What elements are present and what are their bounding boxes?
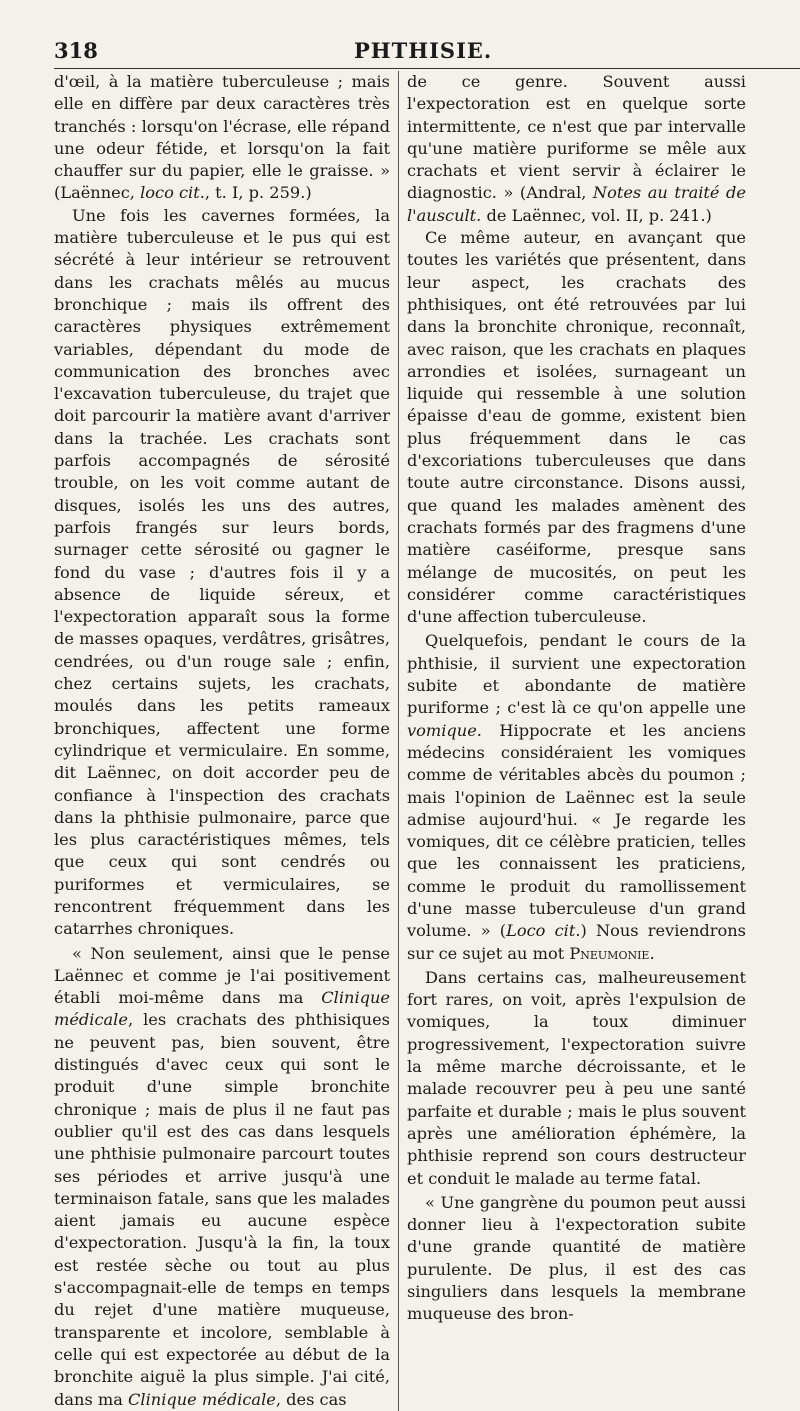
paragraph: « Non seulement, ainsi que le pense Laënnec et comme je l'ai positivement établi moi-même dans ma Clinique médicale, les crachats des phthisiques ne peuvent pas, bien souvent, être distingués d'avec ceux qui sont le produit d'une simple bronchite chronique ; mais de plus il ne faut pas oublier qu'il est des cas dans lesquels une phthisie pulmonaire parcourt toutes ses périodes et arrive jusqu'à une terminaison fatale, sans que les malades aient jamais eu aucune espèce d'expectoration. Jusqu'à la fin, la toux est restée sèche ou tout au plus s'accompagnait-elle de temps en temps du rejet d'une matière muqueuse, transparente et incolore, semblable à celle qui est expectorée au début de la bronchite aiguë la plus simple. J'ai cité, dans ma Clinique médicale, des cas — [54, 943, 390, 1409]
paragraph: de ce genre. Souvent aussi l'expectoration est en quelque sorte intermittente, ce n'est que par intervalle qu'une matière puriforme se mêle aux crachats et vient servir à éclairer le diagnostic. » (Andral, Notes au traité de l'auscult. de Laënnec, vol. II, p. 241.) — [407, 72, 746, 225]
running-title: PHTHISIE. — [354, 38, 493, 63]
paragraph: Dans certains cas, malheureusement fort rares, on voit, après l'expulsion de vomiques, la toux diminuer progressivement, l'expectoration suivre la même marche décroissante, et le malade recouvrer peu à peu une santé parfaite et durable ; mais le plus souvent après une amélioration éphémère, la phthisie reprend son cours destructeur et conduit le malade au terme fatal. — [407, 967, 746, 1188]
paragraph: Ce même auteur, en avançant que toutes les variétés que présentent, dans leur aspect, les crachats des phthisiques, ont été retrouvées par lui dans la bronchite chronique, reconnaît, avec raison, que les crachats en plaques arrondies et isolées, surnageant un liquide qui ressemble à une solution épaisse d'eau de gomme, existent bien plus fréquemment dans le cas d'excoriations tuberculeuses que dans toute autre circonstance. Disons aussi, que quand les malades amènent des crachats formés par des fragmens d'une matière caséiforme, presque sans mélange de mucosités, on peut les considérer comme caractéristiques d'une affection tuberculeuse. — [407, 228, 746, 627]
paragraph: Quelquefois, pendant le cours de la phthisie, il survient une expectoration subite et abondante de matière puriforme ; c'est là ce qu'on appelle une vomique. Hippocrate et les anciens médecins considéraient les vomiques comme de véritables abcès du poumon ; mais l'opinion de Laënnec est la seule admise aujourd'hui. « Je regarde les vomiques, dit ce célèbre praticien, telles que les connaissent les praticiens, comme le produit du ramollissement d'une masse tuberculeuse d'un grand volume. » (Loco cit.) Nous reviendrons sur ce sujet au mot Pneumonie. — [407, 631, 746, 963]
paragraph: d'œil, à la matière tuberculeuse ; mais elle en diffère par deux caractères très tranchés : lorsqu'on l'écrase, elle répand une odeur fétide, et lorsqu'on la fait chauffer sur du papier, elle le graisse. » (Laënnec, loco cit., t. I, p. 259.) — [54, 72, 390, 203]
page-header — [54, 38, 800, 69]
text-columns — [54, 71, 790, 1411]
right-column — [399, 71, 746, 1411]
paragraph: Une fois les cavernes formées, la matière tuberculeuse et le pus qui est sécrété à leur intérieur se retrouvent dans les crachats mêlés au mucus bronchique ; mais ils offrent des caractères physiques extrêmement variables, dépendant du mode de communication des bronches avec l'excavation tuberculeuse, du trajet que doit parcourir la matière avant d'arriver dans la trachée. Les crachats sont parfois accompagnés de sérosité trouble, on les voit comme autant de disques, isolés les uns des autres, parfois frangés sur leurs bords, surnager cette sérosité ou gagner le fond du vase ; d'autres fois il y a absence de liquide séreux, et l'expectoration apparaît sous la forme de masses opaques, verdâtres, grisâtres, cendrées, ou d'un rouge sale ; enfin, chez certains sujets, les crachats, moulés dans les petits rameaux bronchiques, affectent une forme cylindrique et vermiculaire. En somme, dit Laënnec, on doit accorder peu de confiance à l'inspection des crachats dans la phthisie pulmonaire, parce que les plus caractéristiques mêmes, tels que ceux qui sont cendrés ou puriformes et vermiculaires, se rencontrent fréquemment dans les catarrhes chroniques. — [54, 205, 390, 939]
paragraph: « Une gangrène du poumon peut aussi donner lieu à l'expectoration subite d'une grande quantité de matière purulente. De plus, il est des cas singuliers dans lesquels la membrane muqueuse des bron- — [407, 1192, 746, 1324]
page-number: 318 — [54, 38, 98, 63]
left-column — [54, 71, 399, 1411]
